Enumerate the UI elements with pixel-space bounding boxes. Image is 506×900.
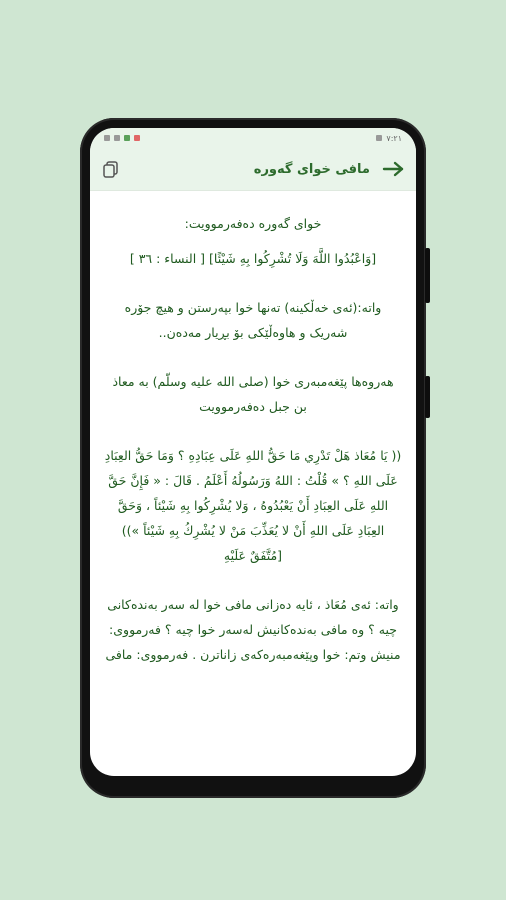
status-time: ٧:٢١ (386, 133, 402, 143)
page-title: مافی خوای گەورە (253, 161, 370, 177)
notification-icon (134, 135, 140, 141)
paragraph-hadith: (( يَا مُعَاذ هَلْ تَدْرِي مَا حَقُّ اللهِ عَلَى عِبَادِهِ ؟ وَمَا حَقُّ العِبَادِ عَلَى اللهِ ؟ » قُلْتُ : اللهُ وَرَسُولُهُ أَعْلَمُ . قَالَ : « فَإِنَّ حَقَّ اللهِ عَلَى العِبَادِ أَنْ يَعْبُدُوهُ ، وَلا يُشْرِكُوا بِهِ شَيْئاً ، وَحَقَّ العِبَادِ عَلَى اللهِ أَنْ لا يُعَذِّبَ مَنْ لا يُشْرِكُ بِهِ شَيْئاً »)) [مُتَّفَقٌ عَلَيْهِ (104, 448, 402, 563)
paragraph-meaning: واتە:(ئەی خەڵکینە) تەنها خوا بپەرستن و هیچ جۆرە شەریک و هاوەڵێکی بۆ بڕیار مەدەن.. (124, 300, 382, 340)
title-wrap (254, 161, 404, 177)
status-left (104, 135, 144, 141)
paragraph-hadith-intro: هەروەها پێغەمبەری خوا (صلی الله علیه وسلّم) بە معاذ بن جبل دەفەرموویت (112, 374, 394, 414)
app-bar (90, 148, 416, 191)
power-button (425, 376, 430, 418)
notification-icon (114, 135, 120, 141)
paragraph-translation: واتە: ئەی مُعَاذ ، ئایە دەزانی مافی خوا لە سەر بەندەکانی چیە ؟ وە مافی بەندەکانیش لەسەر خوا چیە ؟ فەرمووی: منیش وتم: خوا وپێغەمبەرەکەی زاناترن . فەرمووی: مافی (105, 597, 401, 662)
phone-frame (80, 118, 426, 798)
notification-icon (124, 135, 130, 141)
volume-button (425, 248, 430, 303)
status-bar (90, 128, 416, 148)
back-arrow-icon[interactable] (382, 161, 404, 177)
app-screen (90, 128, 416, 776)
paragraph-verse: [وَاعْبُدُوا اللَّهَ وَلَا تُشْرِكُوا بِهِ شَيْئًا] [ النساء : ٣٦ ] (129, 251, 377, 266)
copy-icon[interactable] (102, 160, 120, 178)
status-right (376, 134, 402, 143)
battery-icon (376, 135, 382, 141)
paragraph-intro: خوای گەورە دەفەرموویت: (184, 216, 322, 231)
article-content (90, 191, 416, 667)
notification-icon (104, 135, 110, 141)
